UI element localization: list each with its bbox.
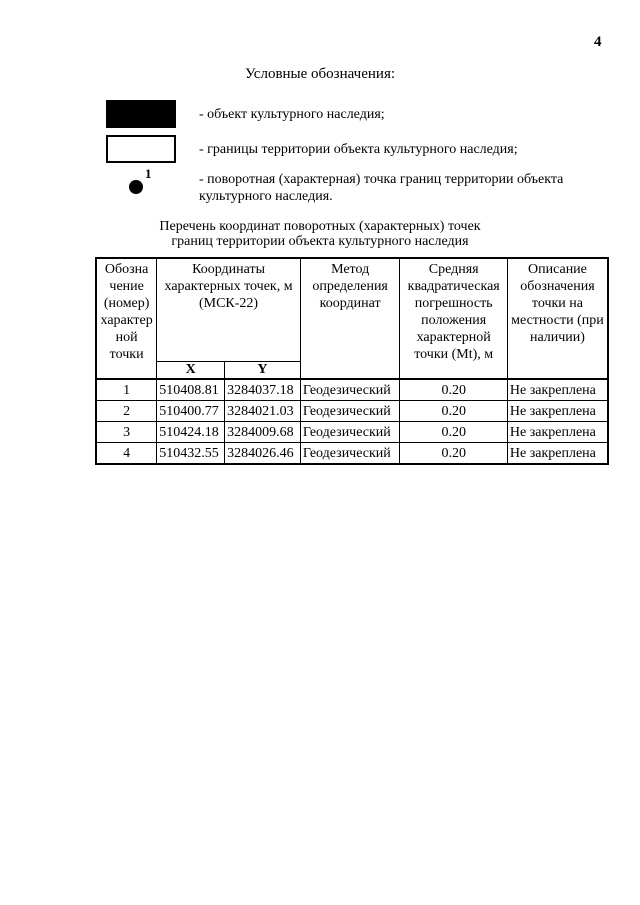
coord-y: 3284026.46	[225, 443, 301, 465]
legend-text: - объект культурного наследия;	[199, 107, 385, 122]
header-x: X	[157, 362, 225, 380]
header-error: Средняя квадратическая погрешность положения характерной точки (Mt), м	[400, 258, 507, 379]
heritage-object-symbol	[106, 100, 176, 128]
legend-text: - поворотная (характерная) точка границ территории объекта культурного наследия.	[199, 172, 564, 204]
description: Не закреплена	[507, 422, 608, 443]
table-row	[96, 379, 608, 401]
table-title	[0, 219, 640, 249]
coord-y: 3284009.68	[225, 422, 301, 443]
description: Не закреплена	[507, 443, 608, 465]
legend-title: Условные обозначения:	[244, 66, 396, 82]
header-y: Y	[225, 362, 301, 380]
error: 0.20	[400, 443, 507, 465]
header-designation: Обозна чение (номер) характер ной точки	[96, 258, 157, 379]
turning-point-label: 1	[145, 166, 152, 181]
method: Геодезический	[300, 443, 400, 465]
table-title-line: границ территории объекта культурного наследия	[171, 234, 469, 249]
page-number: 4	[594, 34, 602, 50]
coordinates-table	[95, 257, 609, 465]
coord-x: 510432.55	[157, 443, 225, 465]
legend-text: - границы территории объекта культурного наследия;	[199, 142, 518, 157]
point-number: 2	[96, 401, 157, 422]
coord-y: 3284037.18	[225, 379, 301, 401]
legend-item-territory-boundary	[0, 135, 640, 175]
turning-point-dot-icon	[129, 180, 143, 194]
table-row	[96, 401, 608, 422]
method: Геодезический	[300, 422, 400, 443]
method: Геодезический	[300, 401, 400, 422]
legend-item-heritage-object	[0, 100, 640, 140]
legend-item-turning-point	[0, 166, 640, 212]
point-number: 1	[96, 379, 157, 401]
table-row	[96, 443, 608, 465]
header-description: Описание обозначения точки на местности (при наличии)	[507, 258, 608, 379]
header-coordinates: Координаты характерных точек, м (МСК-22)	[157, 258, 301, 362]
method: Геодезический	[300, 379, 400, 401]
error: 0.20	[400, 422, 507, 443]
coord-y: 3284021.03	[225, 401, 301, 422]
header-method: Метод определения координат	[300, 258, 400, 379]
error: 0.20	[400, 401, 507, 422]
point-number: 3	[96, 422, 157, 443]
description: Не закреплена	[507, 401, 608, 422]
table-row	[96, 422, 608, 443]
point-number: 4	[96, 443, 157, 465]
description: Не закреплена	[507, 379, 608, 401]
coord-x: 510424.18	[157, 422, 225, 443]
coord-x: 510408.81	[157, 379, 225, 401]
error: 0.20	[400, 379, 507, 401]
coord-x: 510400.77	[157, 401, 225, 422]
table-title-line: Перечень координат поворотных (характерных) точек	[159, 219, 481, 234]
territory-boundary-symbol	[106, 135, 176, 163]
